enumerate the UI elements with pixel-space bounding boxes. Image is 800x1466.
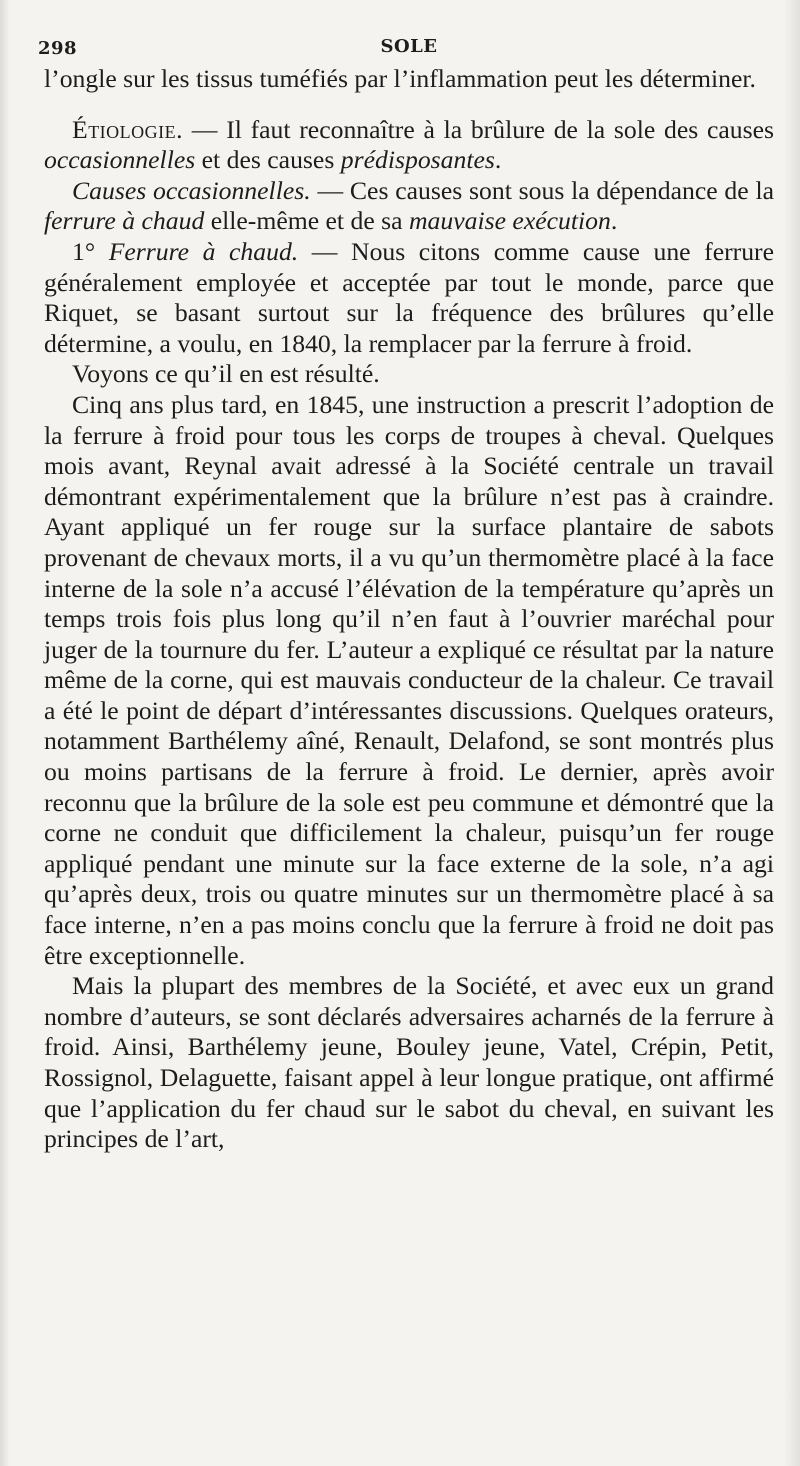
paragraph-text: .: [494, 145, 502, 175]
paragraph-etiologie: [44, 115, 774, 176]
running-title: SOLE: [380, 36, 438, 57]
page-number: 298: [38, 38, 78, 59]
body-text: [44, 64, 774, 1155]
paragraph-causes-occasionnelles: [44, 176, 774, 237]
paragraph-continuation: [44, 64, 774, 95]
list-number: 1°: [72, 236, 109, 266]
paragraph-text: — Il faut reconnaître à la brûlure de la sole des causes: [183, 114, 774, 144]
subsection-heading-causes: Causes occasionnelles.: [72, 175, 311, 205]
paragraph-voyons: [44, 359, 774, 390]
paragraph-text: elle-même et de sa: [204, 206, 409, 236]
italic-term: occasionnelles: [44, 145, 196, 175]
paragraph-text: — Ces causes sont sous la dépendance de la: [310, 175, 774, 205]
running-head: [38, 30, 774, 64]
paragraph-cinq-ans: [44, 390, 774, 971]
section-heading-etiologie: Étiologie.: [72, 114, 184, 144]
paragraph-text: et des causes: [195, 145, 341, 175]
italic-term: prédisposantes: [340, 145, 495, 175]
paragraph-spacer: [44, 95, 774, 115]
paragraph-text: .: [610, 206, 618, 236]
paragraph-text: Voyons ce qu’il en est résulté.: [72, 359, 380, 389]
paragraph-text: — Nous citons comme cause une ferrure généralement employée et acceptée par tout le monde, parce que Riquet, se basant surtout sur la fréquence des brûlures qu’elle détermine, a voulu, en 1840, la remplacer par la ferrure à froid.: [44, 236, 774, 358]
subsection-heading-ferrure: Ferrure à chaud.: [108, 236, 299, 266]
italic-term: ferrure à chaud: [44, 206, 205, 236]
paragraph-text: l’ongle sur les tissus tuméfiés par l’inflammation peut les déterminer.: [44, 64, 756, 93]
paragraph-text: Cinq ans plus tard, en 1845, une instruction a prescrit l’adoption de la ferrure à froid pour tous les corps de troupes à cheval. Quelques mois avant, Reynal avait adressé à la Société centrale un travail démontrant expérimentalement que la brûlure n’est pas à craindre. Ayant appliqué un fer rouge sur la surface plantaire de sabots provenant de chevaux morts, il a vu qu’un thermomètre placé à la face interne de la sole n’a accusé l’élévation de la température qu’après un temps trois fois plus long qu’il n’en faut à l’ouvrier maréchal pour juger de la tournure du fer. L’auteur a expliqué ce résultat par la nature même de la corne, qui est mauvais conducteur de la chaleur. Ce travail a été le point de départ d’intéressantes discussions. Quelques orateurs, notamment Barthélemy aîné, Renault, Delafond, se sont montrés plus ou moins partisans de la ferrure à froid. Le dernier, après avoir reconnu que la brûlure de la sole est peu commune et démontré que la corne ne conduit que difficilement la chaleur, puisqu’un fer rouge appliqué pendant une minute sur la face externe de la sole, n’a agi qu’après deux, trois ou quatre minutes sur un thermomètre placé à sa face interne, n’en a pas moins conclu que la ferrure à froid ne doit pas être exceptionnelle.: [44, 389, 774, 970]
italic-term: mauvaise exécution: [408, 206, 611, 236]
paragraph-mais-la-plupart: [44, 971, 774, 1155]
paragraph-ferrure-a-chaud: [44, 237, 774, 359]
paragraph-text: Mais la plupart des membres de la Société, et avec eux un grand nombre d’auteurs, se sont déclarés adversaires acharnés de la ferrure à froid. Ainsi, Barthélemy jeune, Bouley jeune, Vatel, Crépin, Petit, Rossignol, Delaguette, faisant appel à leur longue pratique, ont affirmé que l’application du fer chaud sur le sabot du cheval, en suivant les principes de l’art,: [44, 971, 774, 1154]
